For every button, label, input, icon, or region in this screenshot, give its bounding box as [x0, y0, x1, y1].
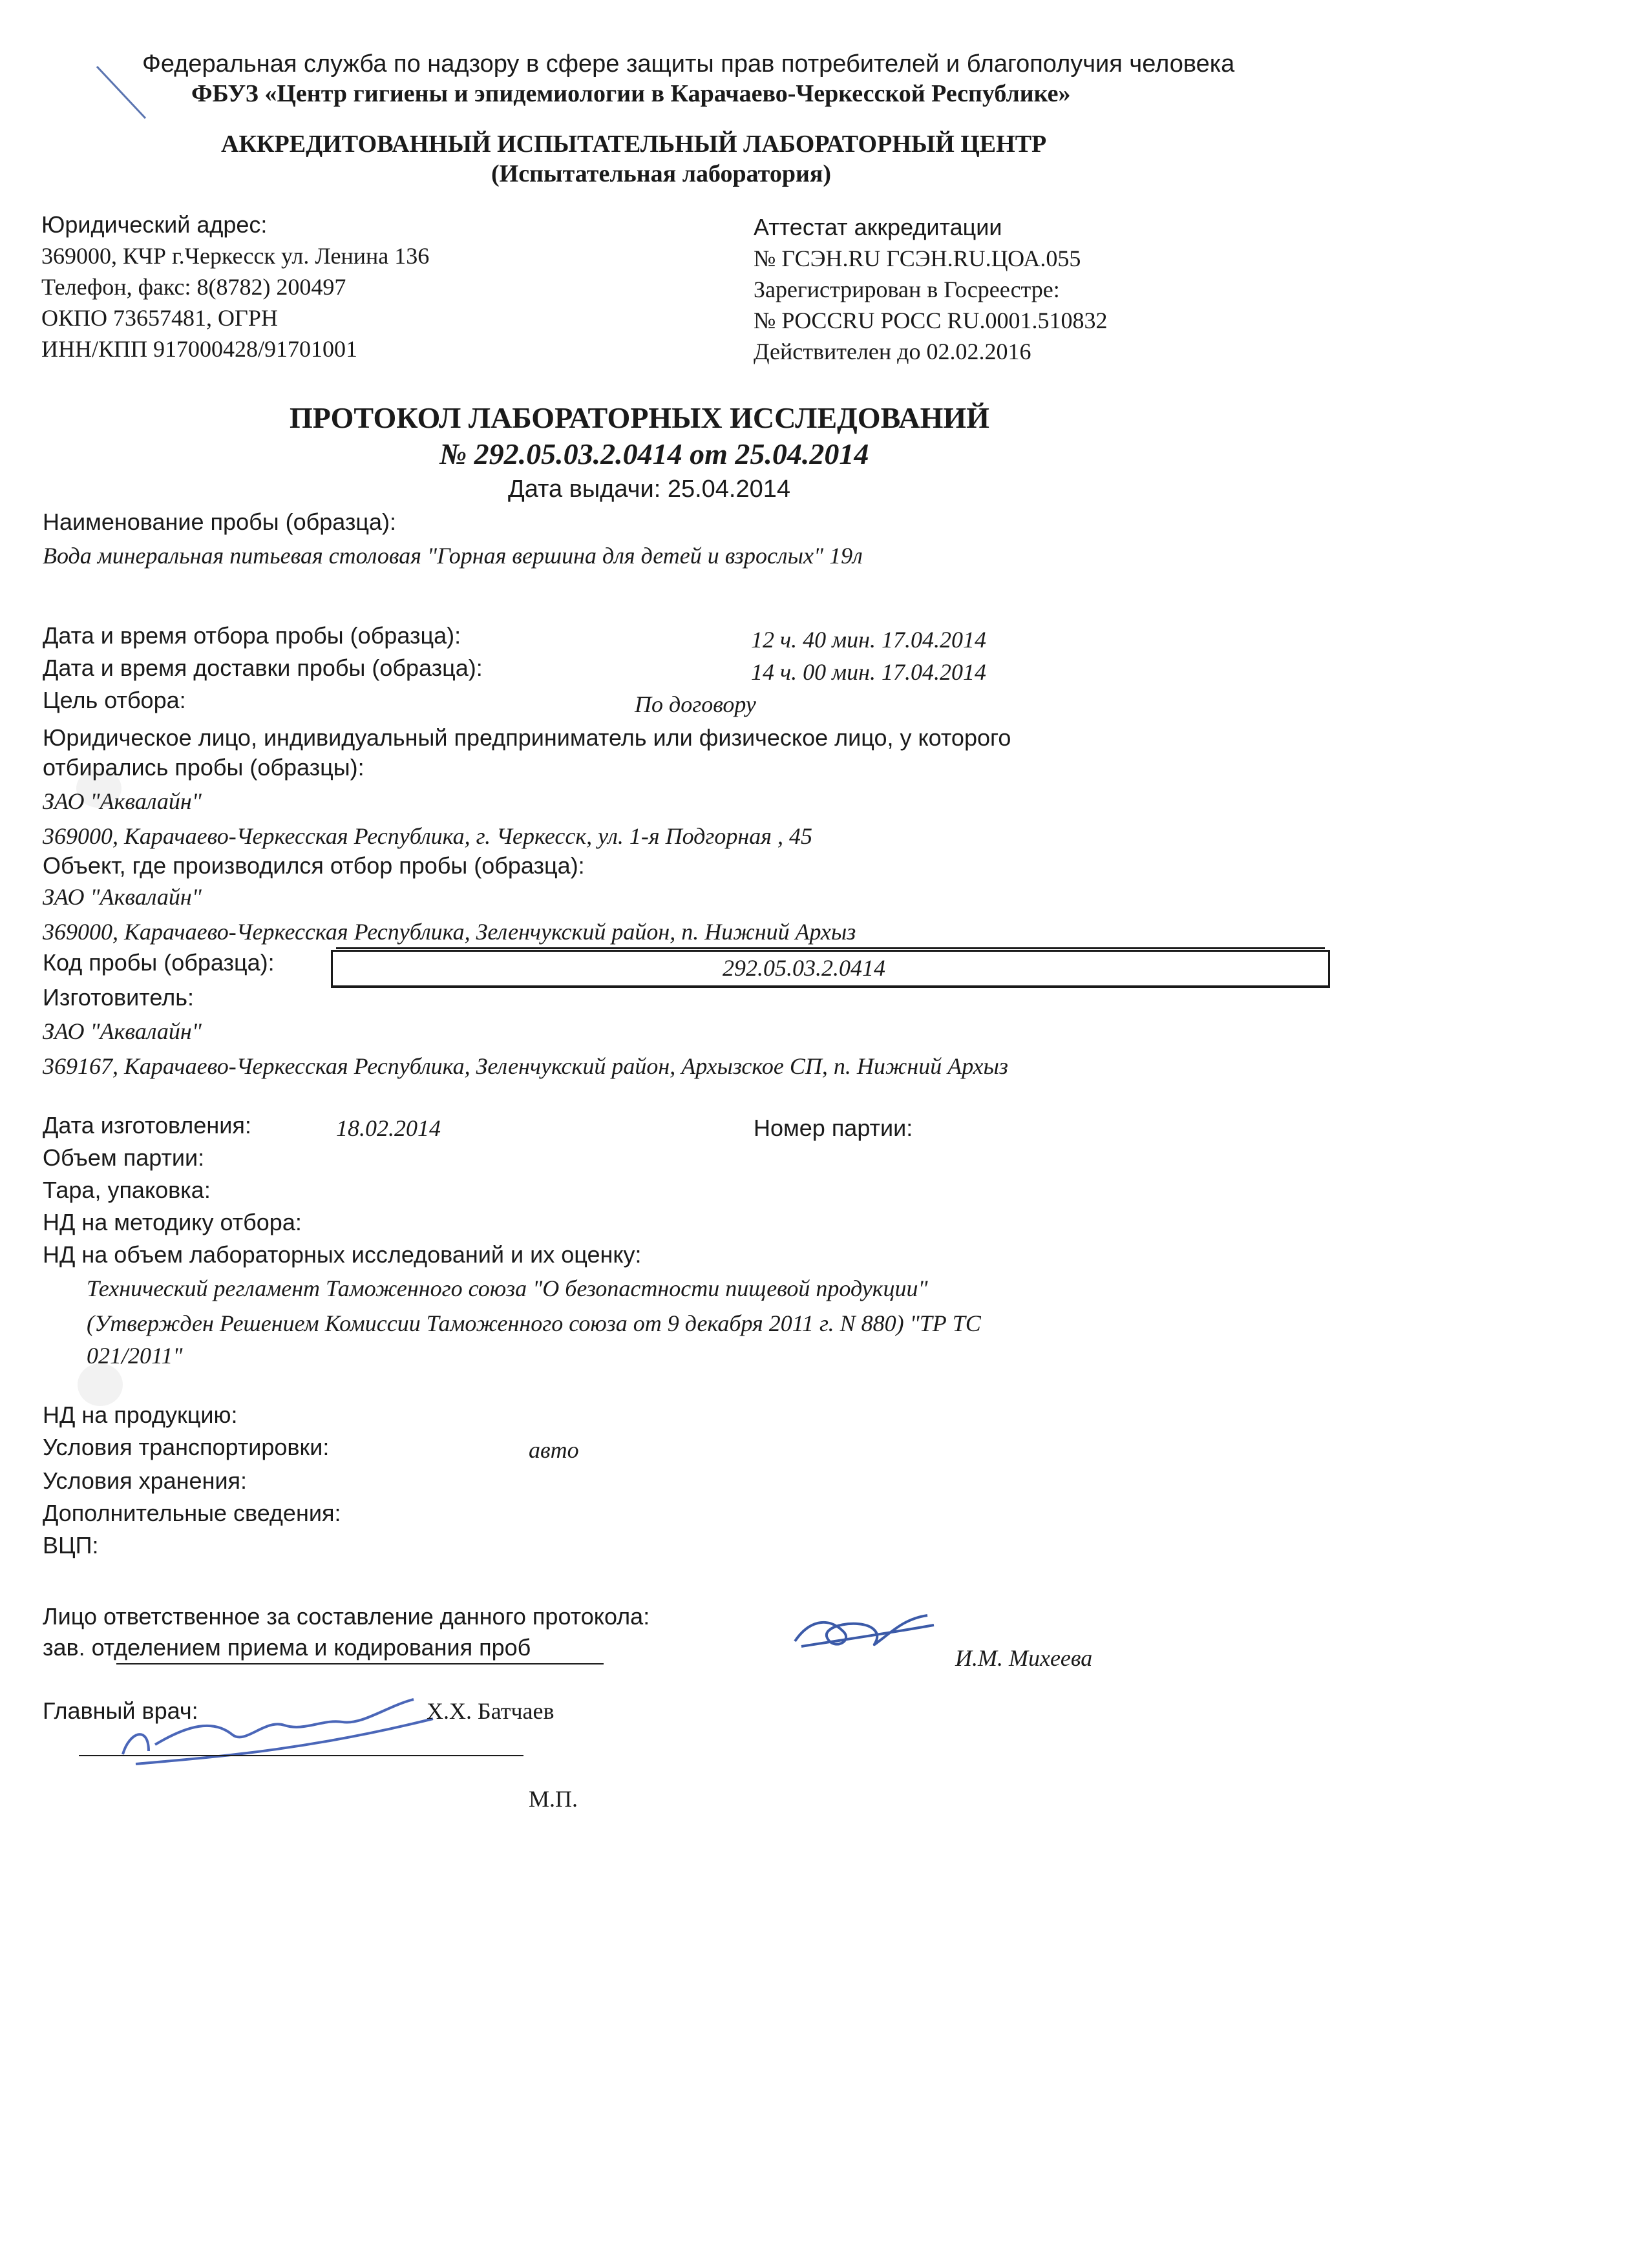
responsible-signature — [782, 1596, 944, 1667]
pen-stroke-mark — [90, 61, 149, 123]
scope-line-1: Технический регламент Таможенного союза "О безопастности пищевой продукции" — [87, 1276, 928, 1301]
responsible-position-underline — [116, 1663, 604, 1664]
storage-label: Условия хранения: — [43, 1467, 248, 1494]
object-address: 369000, Карачаево-Черкесская Республика, Зеленчукский район, п. Нижний Архыз — [43, 919, 856, 945]
scope-line-3: 021/2011" — [87, 1343, 183, 1369]
sample-code-label: Код пробы (образца): — [43, 949, 275, 976]
batch-number-label: Номер партии: — [754, 1115, 913, 1141]
entity-label-line1: Юридическое лицо, индивидуальный предприниматель или физическое лицо, у которого — [43, 724, 1011, 751]
delivery-time-label: Дата и время доставки пробы (образца): — [43, 655, 483, 681]
chief-label: Главный врач: — [43, 1697, 198, 1724]
entity-label-line2: отбирались пробы (образцы): — [43, 754, 364, 781]
batch-volume-label: Объем партии: — [43, 1144, 205, 1171]
agency-line: Федеральная служба по надзору в сфере защиты прав потребителей и благополучия человека — [142, 50, 1235, 78]
center-title: АККРЕДИТОВАННЫЙ ИСПЫТАТЕЛЬНЫЙ ЛАБОРАТОРНЫЙ ЦЕНТР — [221, 131, 1047, 158]
delivery-time-value: 14 ч. 00 мин. 17.04.2014 — [751, 659, 987, 685]
scope-line-2: (Утвержден Решением Комиссии Таможенного союза от 9 декабря 2011 г. N 880) "ТР ТС — [87, 1310, 981, 1336]
scope-label: НД на объем лабораторных исследований и их оценку: — [43, 1241, 642, 1268]
object-name: ЗАО "Аквалайн" — [43, 884, 202, 910]
sample-name-label: Наименование пробы (образца): — [43, 509, 396, 535]
address-inn: ИНН/КПП 917000428/91701001 — [41, 336, 358, 362]
address-street: 369000, КЧР г.Черкесск ул. Ленина 136 — [41, 243, 430, 269]
extra-info-label: Дополнительные сведения: — [43, 1500, 341, 1526]
accreditation-valid: Действителен до 02.02.2016 — [754, 339, 1031, 364]
accreditation-number: № ГСЭН.RU ГСЭН.RU.ЦОА.055 — [754, 246, 1081, 271]
maker-name: ЗАО "Аквалайн" — [43, 1018, 202, 1044]
transport-label: Условия транспортировки: — [43, 1434, 330, 1460]
sampling-time-value: 12 ч. 40 мин. 17.04.2014 — [751, 627, 987, 653]
protocol-title: ПРОТОКОЛ ЛАБОРАТОРНЫХ ИССЛЕДОВАНИЙ — [290, 401, 989, 434]
seal-mark: М.П. — [529, 1786, 578, 1812]
punch-hole-bottom — [78, 1363, 123, 1406]
manufacture-date-label: Дата изготовления: — [43, 1112, 251, 1139]
sampling-time-label: Дата и время отбора пробы (образца): — [43, 622, 461, 649]
sample-name-value: Вода минеральная питьевая столовая "Горная вершина для детей и взрослых" 19л — [43, 543, 863, 569]
accreditation-reg-number: № POCCRU POCC RU.0001.510832 — [754, 308, 1108, 333]
issue-date: Дата выдачи: 25.04.2014 — [508, 476, 790, 503]
chief-name: Х.Х. Батчаев — [427, 1698, 555, 1724]
protocol-number: № 292.05.03.2.0414 от 25.04.2014 — [439, 437, 869, 470]
product-standard-label: НД на продукцию: — [43, 1402, 238, 1428]
address-phone: Телефон, факс: 8(8782) 200497 — [41, 274, 346, 300]
transport-value: авто — [529, 1437, 579, 1463]
address-okpo: ОКПО 73657481, ОГРН — [41, 305, 278, 331]
purpose-label: Цель отбора: — [43, 687, 186, 713]
center-subtitle: (Испытательная лаборатория) — [491, 160, 832, 187]
object-address-underline — [336, 947, 1325, 949]
maker-address: 369167, Карачаево-Черкесская Республика, Зеленчукский район, Архызское СП, п. Нижний Архыз — [43, 1053, 1008, 1079]
responsible-name: И.М. Михеева — [955, 1645, 1093, 1671]
sample-code-value: 292.05.03.2.0414 — [723, 955, 885, 981]
purpose-value: По договору — [635, 691, 756, 717]
object-label: Объект, где производился отбор пробы (образца): — [43, 852, 585, 879]
entity-address: 369000, Карачаево-Черкесская Республика, г. Черкесск, ул. 1-я Подгорная , 45 — [43, 823, 812, 849]
maker-label: Изготовитель: — [43, 984, 194, 1011]
accreditation-registered: Зарегистрирован в Госреестре: — [754, 277, 1060, 302]
manufacture-date-value: 18.02.2014 — [336, 1115, 441, 1141]
packaging-label: Тара, упаковка: — [43, 1177, 211, 1203]
address-label: Юридический адрес: — [41, 211, 268, 238]
chief-signature-line — [79, 1755, 523, 1756]
chief-signature — [110, 1680, 446, 1777]
sampling-method-label: НД на методику отбора: — [43, 1209, 302, 1235]
institution-line: ФБУЗ «Центр гигиены и эпидемиологии в Карачаево-Черкесской Республике» — [191, 80, 1071, 107]
entity-name: ЗАО "Аквалайн" — [43, 788, 202, 814]
responsible-label: Лицо ответственное за составление данного протокола: — [43, 1603, 650, 1630]
accreditation-label: Аттестат аккредитации — [754, 214, 1002, 240]
vcp-label: ВЦП: — [43, 1532, 99, 1559]
responsible-position: зав. отделением приема и кодирования проб — [43, 1634, 531, 1661]
